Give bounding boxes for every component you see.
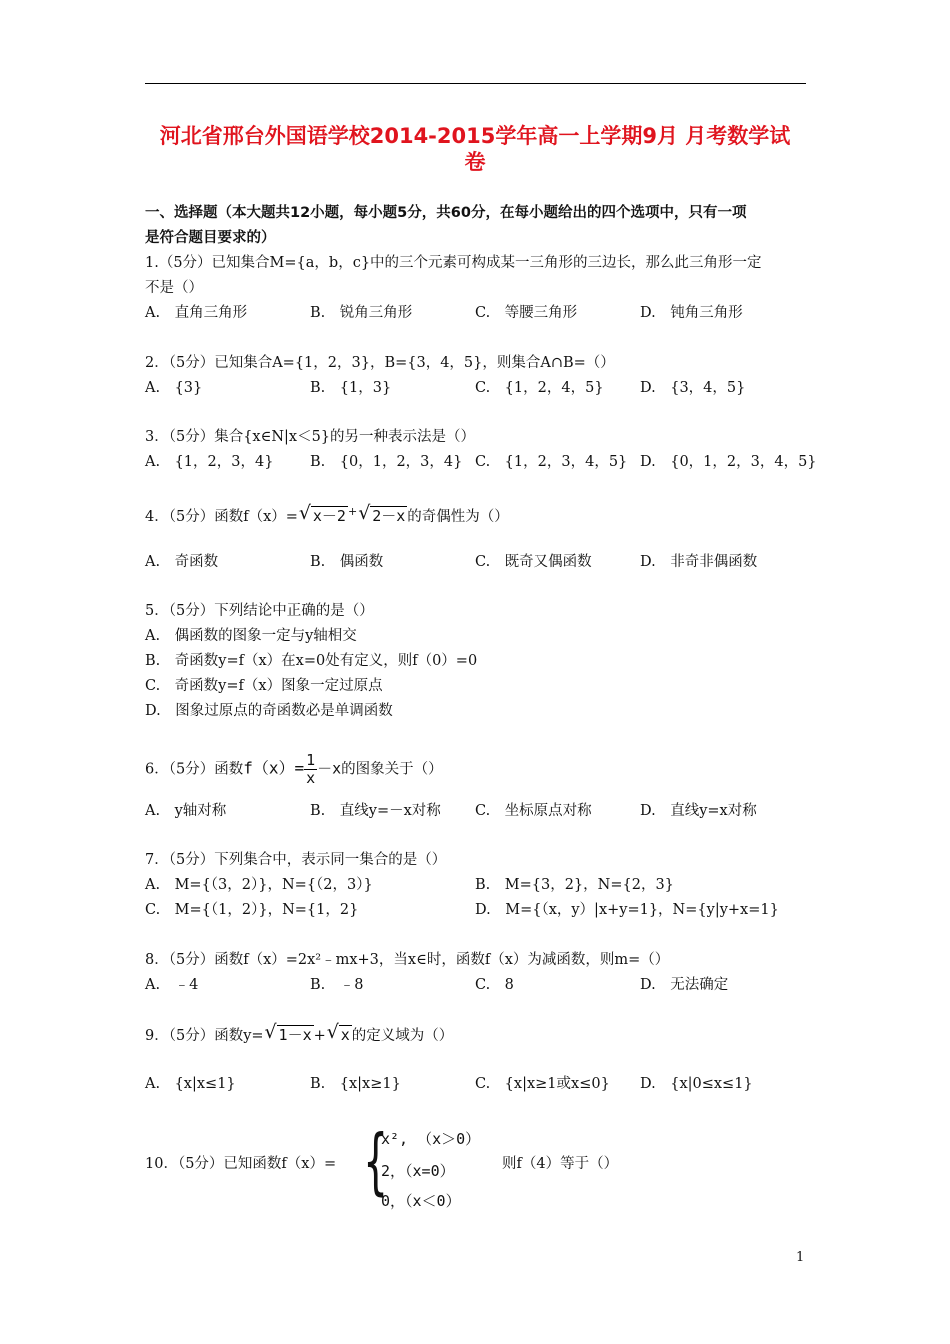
- q3-option-b: B. {0，1，2，3，4}: [310, 454, 463, 470]
- q9-plus: +: [313, 1028, 326, 1044]
- q9-prefix: 9．（5分）函数y=: [145, 1028, 264, 1044]
- q8-option-c: C. 8: [475, 977, 514, 993]
- q4-option-d: D. 非奇非偶函数: [640, 554, 758, 570]
- q4-option-b: B. 偶函数: [310, 554, 384, 570]
- q2-option-a: A. {3}: [145, 380, 203, 396]
- q6-stem: [145, 752, 443, 787]
- title-line-2: 卷: [464, 150, 486, 174]
- q4-option-c: C. 既奇又偶函数: [475, 554, 592, 570]
- q10-prefix: 10．（5分）已知函数f（x）=: [145, 1156, 337, 1172]
- page-number: 1: [796, 1250, 805, 1265]
- q10-case-2: 2，（x=0）: [381, 1162, 455, 1180]
- q1-option-c: C. 等腰三角形: [475, 305, 578, 321]
- q8-stem: 8．（5分）函数f（x）=2x²﹣mx+3，当x∈时，函数f（x）为减函数，则m=（）: [145, 952, 670, 968]
- document-title: [140, 123, 810, 175]
- q1-option-a: A. 直角三角形: [145, 305, 248, 321]
- q7-option-c: C. M={（1，2）}，N={1，2}: [145, 902, 359, 918]
- q4-sqrt-1: [299, 507, 348, 526]
- title-line-1: 河北省邢台外国语学校2014-2015学年高一上学期9月 月考数学试: [159, 124, 791, 148]
- q6-fraction: [304, 752, 317, 787]
- q4-option-a: A. 奇函数: [145, 554, 219, 570]
- q3-stem: 3．（5分）集合{x∈N|x＜5}的另一种表示法是（）: [145, 429, 476, 445]
- q10-suffix: 则f（4）等于（）: [502, 1156, 619, 1172]
- q3-option-d: D. {0，1，2，3，4，5}: [640, 454, 817, 470]
- q4-stem: [145, 503, 509, 526]
- q6-minus-x: －x: [317, 759, 342, 778]
- q4-radicand-1: x－2: [312, 506, 346, 525]
- q9-radicand-1: 1－x: [278, 1026, 312, 1044]
- q6-suffix: 的图象关于（）: [341, 761, 443, 778]
- q2-option-b: B. {1，3}: [310, 380, 392, 396]
- q2-stem: 2．（5分）已知集合A={1，2，3}，B={3，4，5}，则集合A∩B=（）: [145, 355, 615, 371]
- q9-option-d: D. {x|0≤x≤1}: [640, 1076, 753, 1092]
- q6-option-a: A. y轴对称: [145, 803, 227, 819]
- q6-fx: f（x）=: [243, 758, 305, 778]
- q10-case-3: 0，（x＜0）: [381, 1192, 461, 1210]
- q5-option-d: D. 图象过原点的奇函数必是单调函数: [145, 703, 393, 719]
- section-heading-line-2: 是符合题目要求的）: [145, 230, 276, 246]
- q7-stem: 7．（5分）下列集合中，表示同一集合的是（）: [145, 852, 447, 868]
- q5-stem: 5．（5分）下列结论中正确的是（）: [145, 603, 374, 619]
- q4-radicand-2: 2－x: [372, 506, 406, 525]
- q9-sqrt-1: [265, 1026, 314, 1045]
- q3-option-c: C. {1，2，3，4，5}: [475, 454, 628, 470]
- q4-prefix: 4．（5分）函数f（x）=: [145, 508, 298, 525]
- q9-radicand-2: x: [340, 1026, 350, 1044]
- q1-option-d: D. 钝角三角形: [640, 305, 743, 321]
- q7-option-b: B. M={3，2}，N={2，3}: [475, 877, 674, 893]
- q4-plus: +: [347, 505, 358, 518]
- q2-option-d: D. {3，4，5}: [640, 380, 746, 396]
- q10-brace: {: [363, 1119, 389, 1203]
- q3-option-a: A. {1，2，3，4}: [145, 454, 274, 470]
- q1-stem-line-1: 1.（5分）已知集合M={a，b，c}中的三个元素可构成某一三角形的三边长，那么此三角形一定: [145, 255, 762, 271]
- q6-option-c: C. 坐标原点对称: [475, 803, 592, 819]
- q10-case-1: x², （x＞0）: [381, 1130, 481, 1148]
- q4-suffix: 的奇偶性为（）: [407, 508, 509, 525]
- q6-numerator: 1: [306, 751, 316, 769]
- header-rule: [145, 83, 806, 84]
- q9-suffix: 的定义域为（）: [351, 1028, 454, 1044]
- q4-sqrt-2: [358, 507, 407, 526]
- q9-option-c: C. {x|x≥1或x≤0}: [475, 1076, 610, 1092]
- q5-option-a: A. 偶函数的图象一定与y轴相交: [145, 628, 357, 644]
- q1-stem-line-2: 不是（）: [145, 280, 203, 296]
- section-heading-line-1: 一、选择题（本大题共12小题，每小题5分，共60分，在每小题给出的四个选项中，只有一项: [145, 205, 747, 221]
- q6-prefix: 6．（5分）函数: [145, 761, 244, 778]
- q2-option-c: C. {1，2，4，5}: [475, 380, 604, 396]
- q6-option-b: B. 直线y=－x对称: [310, 803, 441, 819]
- q1-option-b: B. 锐角三角形: [310, 305, 413, 321]
- q6-denominator: x: [306, 769, 316, 787]
- q9-option-a: A. {x|x≤1}: [145, 1076, 236, 1092]
- q9-sqrt-2: [327, 1026, 352, 1045]
- q9-option-b: B. {x|x≥1}: [310, 1076, 401, 1092]
- q9-stem: [145, 1026, 453, 1045]
- q8-option-a: A. ﹣4: [145, 977, 199, 993]
- q5-option-c: C. 奇函数y=f（x）图象一定过原点: [145, 678, 383, 694]
- q7-option-a: A. M={（3，2）}，N={（2，3）}: [145, 877, 373, 893]
- q8-option-d: D. 无法确定: [640, 977, 729, 993]
- q5-option-b: B. 奇函数y=f（x）在x=0处有定义，则f（0）=0: [145, 653, 478, 669]
- q8-option-b: B. ﹣8: [310, 977, 364, 993]
- q7-option-d: D. M={（x，y）|x+y=1}，N={y|y+x=1}: [475, 902, 779, 918]
- q6-option-d: D. 直线y=x对称: [640, 803, 757, 819]
